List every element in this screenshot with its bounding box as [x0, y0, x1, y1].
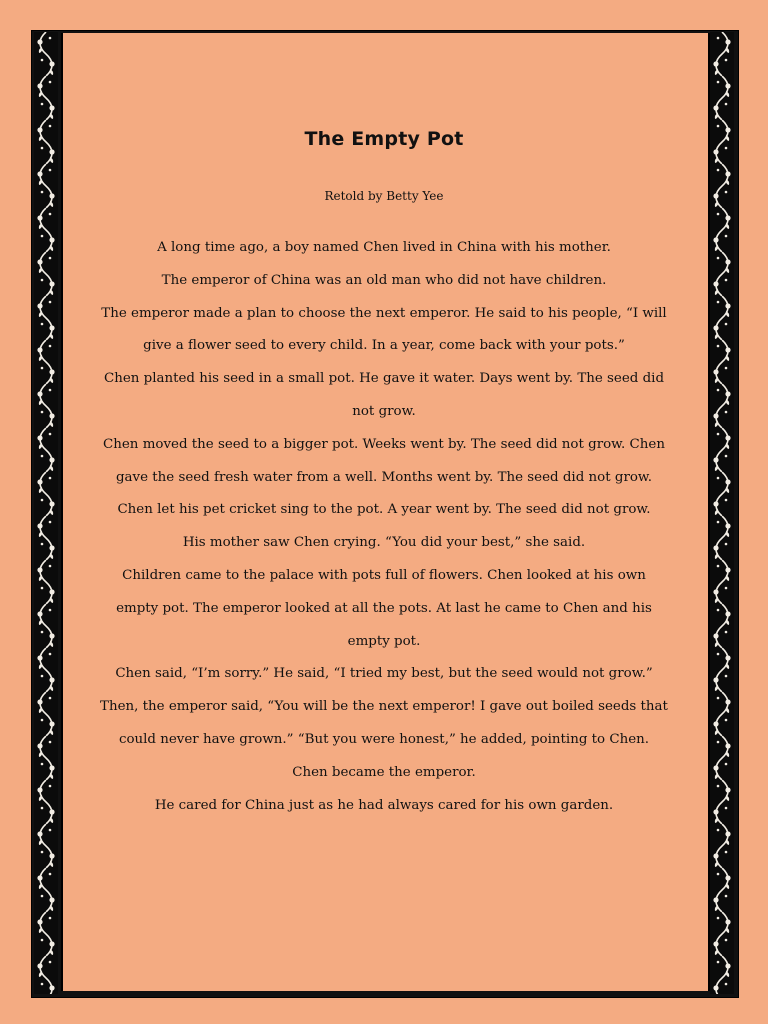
- right-vine-border: [710, 32, 734, 994]
- story-paragraph: Chen moved the seed to a bigger pot. Weeks went by. The seed did not grow. Chen gave the seed fresh water from a well. Months went by. The seed did not grow. Chen let his pet cricket sing to the pot. A year went by. The seed did not grow.: [103, 436, 665, 518]
- vine-ornament-right: [710, 32, 734, 994]
- story-title: The Empty Pot: [304, 128, 464, 150]
- vine-ornament-left: [34, 32, 58, 994]
- story-body: [100, 232, 668, 822]
- story-paragraph: His mother saw Chen crying. “You did your best,” she said.: [182, 535, 586, 551]
- story-paragraph: Children came to the palace with pots full of flowers. Chen looked at his own empty pot. The emperor looked at all the pots. At last he came to Chen and his empty pot.: [116, 567, 652, 649]
- story-paragraph: The emperor of China was an old man who did not have children.: [161, 272, 607, 288]
- story-paragraph: The emperor made a plan to choose the next emperor. He said to his people, “I will give a flower seed to every child. In a year, come back with your pots.”: [101, 305, 667, 354]
- left-vine-border: [34, 32, 58, 994]
- story-paragraph: Chen planted his seed in a small pot. He gave it water. Days went by. The seed did not grow.: [103, 371, 665, 419]
- story-paragraph: A long time ago, a boy named Chen lived in China with his mother.: [157, 240, 611, 255]
- story-paragraph: Chen said, “I’m sorry.” He said, “I tried my best, but the seed would not grow.” Then, the emperor said, “You will be the next emperor! I gave out boiled seeds that could never have grown.” “But you were honest,” he added, pointing to Chen. Chen became the emperor.: [100, 666, 668, 780]
- story-byline: Retold by Betty Yee: [324, 189, 444, 203]
- story-paragraph: He cared for China just as he had always cared for his own garden.: [154, 797, 614, 813]
